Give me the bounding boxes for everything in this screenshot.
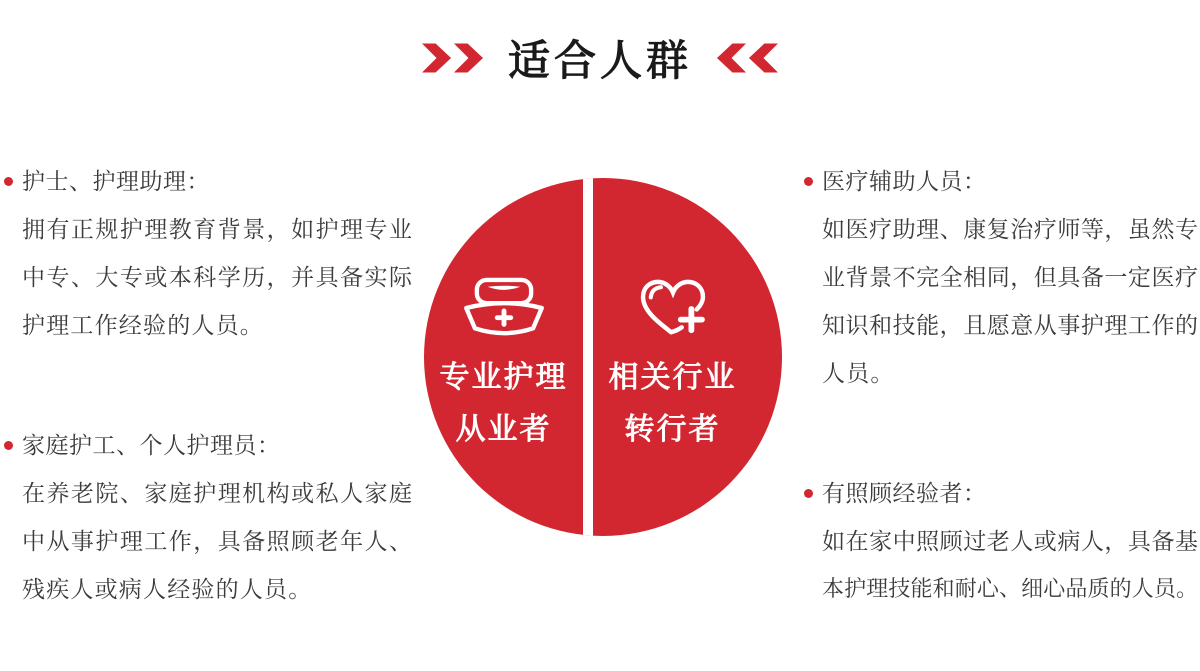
double-chevron-right-icon [422, 43, 484, 73]
list-item [804, 157, 1198, 397]
item-heading: 有照顾经验者： [822, 480, 987, 506]
page-title: 适合人群 [507, 37, 692, 84]
double-chevron-left-icon [716, 43, 778, 73]
item-body-line: 在养老院、家庭护理机构或私人家庭 [22, 480, 412, 506]
item-body-line: 中从事护理工作，具备照顾老年人、 [22, 528, 412, 554]
item-body-line: 人员。 [822, 360, 895, 386]
item-body-line: 如在家中照顾过老人或病人，具备基 [822, 528, 1198, 554]
item-body-line: 护理工作经验的人员。 [22, 312, 264, 338]
bullet-dot [4, 177, 13, 186]
segment-industry-switchers [593, 178, 782, 536]
left-column [4, 157, 412, 613]
item-heading: 护士、护理助理： [22, 168, 210, 194]
segment-professional-caregivers [424, 178, 583, 536]
item-heading: 医疗辅助人员： [822, 168, 987, 194]
heart-plus-icon [639, 276, 707, 340]
segment-label: 专业护理 从业者 [439, 361, 568, 446]
list-item [804, 469, 1198, 613]
circle-divider [583, 178, 593, 536]
item-text [22, 421, 412, 613]
nurse-cap-icon [461, 276, 547, 340]
center-circle [424, 178, 782, 536]
item-heading: 家庭护工、个人护理员： [22, 432, 281, 458]
item-body-line: 残疾人或病人经验的人员。 [22, 576, 313, 602]
bullet-dot [804, 489, 813, 498]
segment-label: 相关行业 转行者 [608, 361, 737, 446]
list-item [4, 157, 412, 349]
item-body-line: 本护理技能和耐心、细心品质的人员。 [822, 576, 1198, 601]
item-body-line: 知识和技能，且愿意从事护理工作的 [822, 312, 1198, 338]
item-body-line: 中专、大专或本科学历，并具备实际 [22, 264, 412, 290]
bullet-dot [804, 177, 813, 186]
item-body-line: 如医疗助理、康复治疗师等，虽然专 [822, 216, 1198, 242]
item-text [822, 157, 1198, 397]
item-text [22, 157, 412, 349]
title-bar [0, 30, 1200, 86]
item-body-line: 业背景不完全相同，但具备一定医疗 [822, 264, 1198, 290]
item-body-line: 拥有正规护理教育背景，如护理专业 [22, 216, 412, 242]
right-column [804, 157, 1198, 613]
bullet-dot [4, 441, 13, 450]
list-item [4, 421, 412, 613]
item-text [822, 469, 1198, 613]
